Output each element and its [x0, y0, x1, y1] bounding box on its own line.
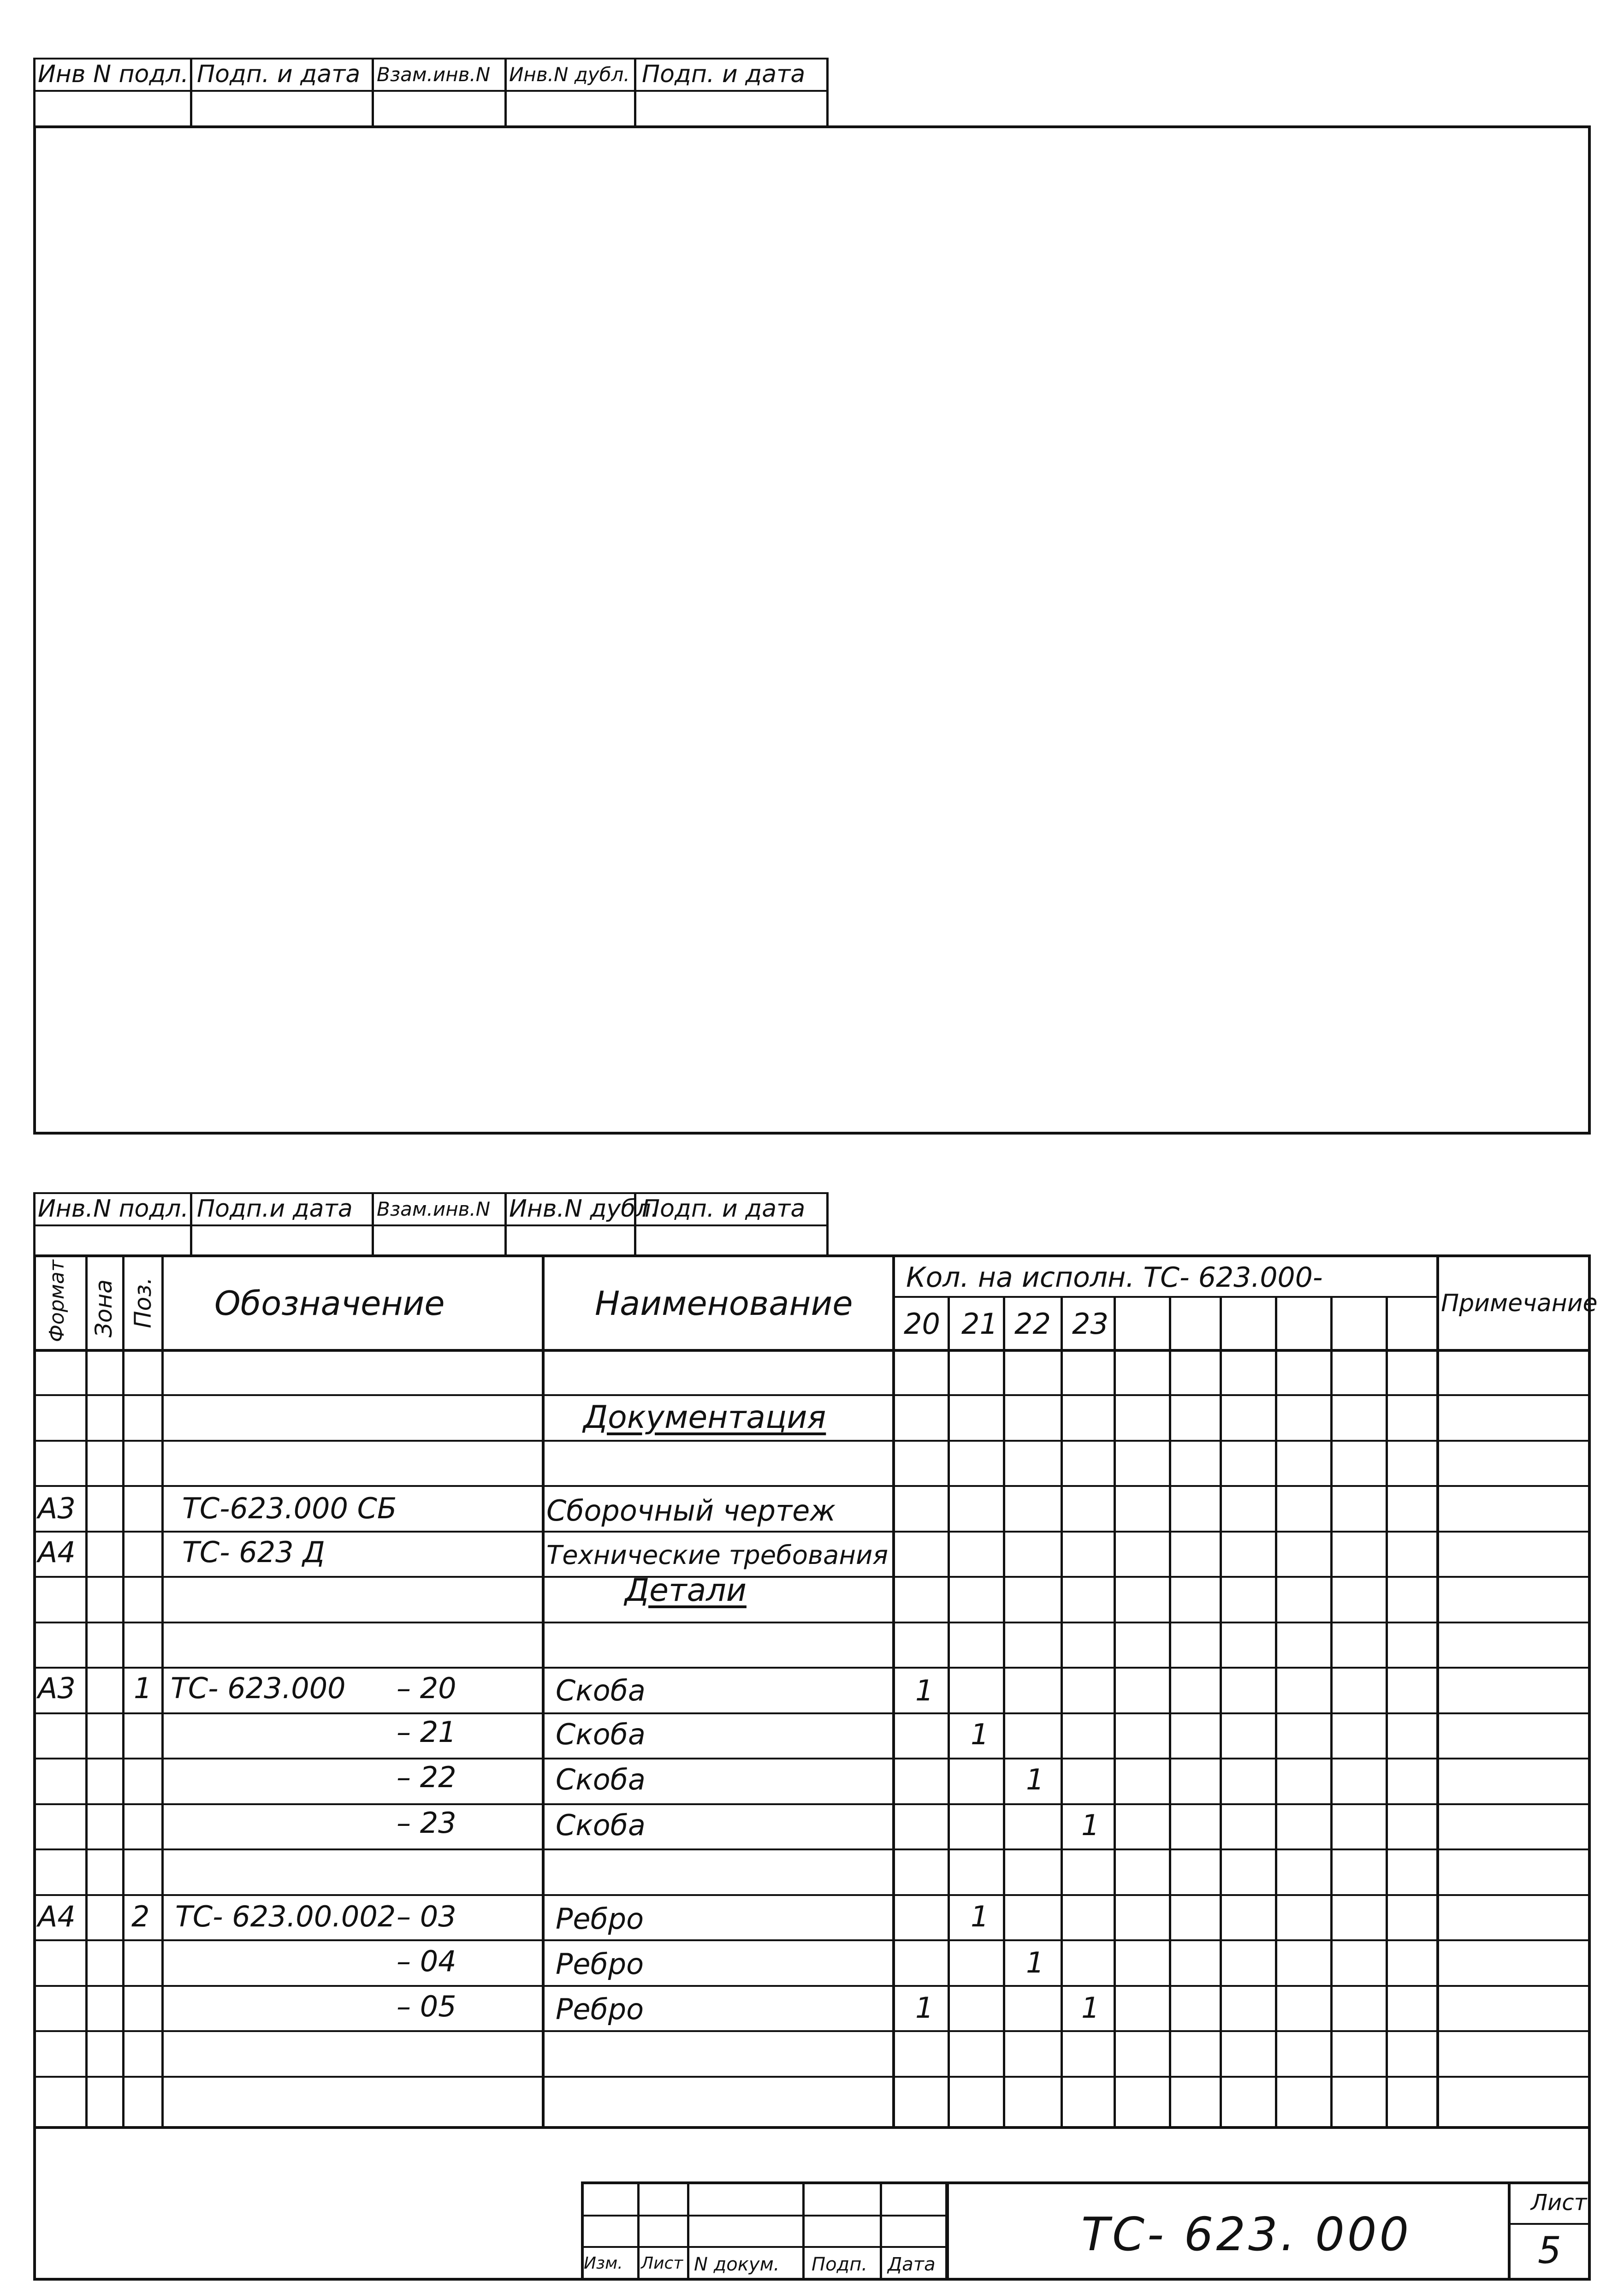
header-qty-22: 22	[1014, 1307, 1051, 1341]
stamp-label-podp-data: Подп.и дата	[197, 1195, 353, 1223]
row-format: А3	[38, 1492, 76, 1525]
row-suffix: – 21	[397, 1715, 456, 1749]
row-pos: 1	[134, 1671, 152, 1705]
header-qty-23: 23	[1072, 1307, 1108, 1341]
sheet-number: 5	[1538, 2229, 1561, 2272]
row-name: Ребро	[556, 1947, 644, 1981]
row-suffix: – 20	[397, 1671, 456, 1705]
top-stamp	[33, 58, 829, 127]
qty-mark: 1	[915, 1674, 934, 1707]
stamp-label-podp-data-2: Подп. и дата	[642, 60, 806, 88]
header-name: Наименование	[595, 1284, 853, 1323]
row-suffix: – 22	[397, 1760, 456, 1794]
qty-mark: 1	[915, 1991, 934, 2025]
row-pos: 2	[131, 1900, 150, 1933]
stamp-label-inv-dubl: Инв.N дубл.	[509, 63, 630, 86]
stamp-label-podp-data-2: Подп. и дата	[642, 1195, 806, 1223]
qty-mark: 1	[1081, 1991, 1100, 2025]
row-suffix: – 04	[397, 1944, 456, 1978]
document-number: ТС- 623. 000	[1081, 2207, 1412, 2261]
header-note: Примечание	[1441, 1290, 1598, 1317]
row-designation: ТС- 623 Д	[182, 1535, 325, 1569]
row-name: Скоба	[556, 1718, 646, 1751]
row-format: А4	[38, 1900, 76, 1933]
title-label-izm: Изм.	[584, 2254, 623, 2273]
row-suffix: – 03	[397, 1900, 456, 1933]
sheet-label: Лист	[1531, 2190, 1587, 2216]
row-format: А4	[38, 1535, 76, 1569]
row-suffix: – 23	[397, 1806, 456, 1840]
stamp-label-vzam-inv: Взам.инв.N	[377, 1198, 491, 1220]
header-qty-21: 21	[961, 1307, 998, 1341]
header-qty: Кол. на исполн. ТС- 623.000-	[906, 1261, 1323, 1294]
qty-mark: 1	[1026, 1763, 1044, 1796]
stamp-label-inv-dubl: Инв.N дубл.	[509, 1195, 659, 1223]
stamp-label-podp-data: Подп. и дата	[197, 60, 361, 88]
row-name: Технические требования	[546, 1540, 889, 1570]
stamp-label-inv-podl: Инв N подл.	[38, 60, 189, 88]
row-format: А3	[38, 1671, 76, 1705]
stamp-label-vzam-inv: Взам.инв.N	[377, 63, 491, 86]
header-qty-20: 20	[904, 1307, 940, 1341]
row-name: Ребро	[556, 1902, 644, 1936]
header-zone: Зона	[90, 1279, 117, 1337]
title-block	[581, 2181, 1591, 2281]
title-label-podp: Подп.	[812, 2254, 868, 2275]
top-drawing-frame	[33, 125, 1591, 1135]
qty-mark: 1	[971, 1718, 989, 1751]
header-format: Формат	[45, 1260, 69, 1342]
row-designation: ТС- 623.000	[171, 1671, 346, 1705]
bottom-stamp	[33, 1192, 829, 1257]
row-name: Ребро	[556, 1992, 644, 2026]
qty-mark: 1	[1081, 1808, 1100, 1842]
row-designation: ТС- 623.00.002	[175, 1900, 396, 1933]
title-label-n-dokum: N докум.	[694, 2254, 780, 2275]
row-name: Скоба	[556, 1674, 646, 1707]
row-name: Сборочный чертеж	[546, 1494, 836, 1527]
section-title-details: Детали	[625, 1572, 747, 1609]
row-designation: ТС-623.000 СБ	[182, 1492, 397, 1525]
title-label-list: Лист	[641, 2254, 683, 2273]
row-suffix: – 05	[397, 1990, 456, 2023]
row-name: Скоба	[556, 1808, 646, 1842]
header-pos: Поз.	[130, 1277, 156, 1328]
qty-mark: 1	[971, 1900, 989, 1933]
header-designation: Обозначение	[214, 1284, 445, 1323]
title-label-data: Дата	[888, 2254, 936, 2275]
row-name: Скоба	[556, 1763, 646, 1796]
section-title-documentation: Документация	[583, 1399, 826, 1436]
stamp-label-inv-podl: Инв.N подл.	[38, 1195, 189, 1223]
qty-mark: 1	[1026, 1946, 1044, 1979]
